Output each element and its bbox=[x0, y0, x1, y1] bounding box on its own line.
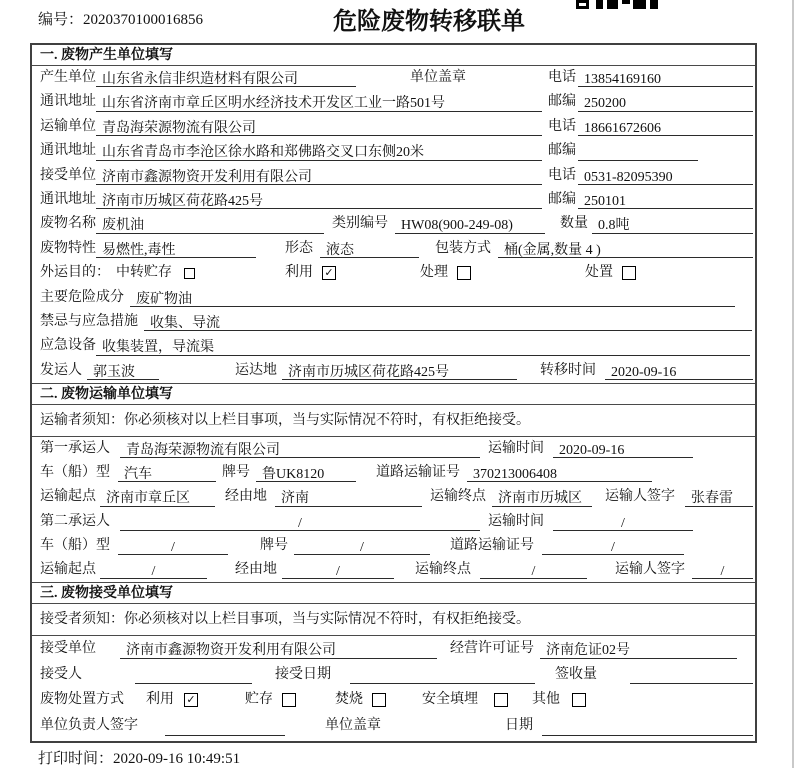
receiver-notice: 接受者须知：你必须核对以上栏目事项，当与实际情况不符时，有权拒绝接受。 bbox=[40, 612, 530, 628]
packing-value: 桶(金属,数量 4 ) bbox=[498, 239, 753, 258]
checkbox-disposal-utilize: ✓ bbox=[184, 693, 198, 707]
transport-zip-value bbox=[578, 141, 698, 160]
terminal1-label: 运输终点 bbox=[430, 489, 486, 505]
quantity-value: 0.8吨 bbox=[592, 214, 753, 233]
terminal2-label: 运输终点 bbox=[415, 562, 471, 578]
purpose-row bbox=[32, 261, 755, 285]
origin2-label: 运输起点 bbox=[40, 562, 96, 578]
producer-address-value: 山东省济南市章丘区明水经济技术开发区工业一路501号 bbox=[96, 92, 542, 111]
shipper-value: 郭玉波 bbox=[87, 361, 159, 380]
section1-header: 一. 废物产生单位填写 bbox=[32, 45, 755, 66]
packing-label: 包装方式 bbox=[435, 240, 491, 256]
waste-name-row bbox=[32, 212, 755, 236]
checkbox-transfer-storage bbox=[184, 268, 195, 279]
transport-zip-label: 邮编 bbox=[548, 143, 576, 159]
section2-header: 二. 废物运输单位填写 bbox=[32, 383, 755, 405]
purpose-option-transfer-storage-label: 中转贮存 bbox=[116, 265, 172, 281]
accept-unit-value: 济南市鑫源物资开发利用有限公司 bbox=[120, 638, 437, 659]
print-time bbox=[38, 747, 240, 768]
carrier2-row bbox=[32, 510, 755, 534]
terminal1-value: 济南市历城区 bbox=[492, 487, 592, 506]
qr-code-fragment-icon bbox=[576, 0, 658, 10]
disposal-option-landfill-label: 安全填埋 bbox=[422, 692, 478, 708]
section1-body bbox=[32, 66, 755, 383]
plate1-value: 鲁UK8120 bbox=[256, 463, 356, 482]
transport-time2-value: / bbox=[553, 512, 693, 531]
measures-label: 禁忌与应急措施 bbox=[40, 313, 138, 329]
plate1-label: 牌号 bbox=[222, 465, 250, 481]
category-code-label: 类别编号 bbox=[332, 216, 388, 232]
sign2-label: 运输人签字 bbox=[615, 562, 685, 578]
receive-phone-label: 电话 bbox=[548, 167, 576, 183]
receive-address-row bbox=[32, 188, 755, 212]
waste-name-label: 废物名称 bbox=[40, 216, 96, 232]
transport-address-label: 通讯地址 bbox=[40, 143, 96, 159]
disposal-option-storage-label: 贮存 bbox=[245, 692, 273, 708]
waste-name-value: 废机油 bbox=[96, 214, 324, 233]
measures-row bbox=[32, 310, 755, 334]
page-title: 危险废物转移联单 bbox=[333, 9, 525, 35]
hazard-value: 废矿物油 bbox=[130, 288, 735, 307]
shipper-label: 发运人 bbox=[40, 362, 82, 378]
transport-unit-label: 运输单位 bbox=[40, 118, 96, 134]
producer-zip-value: 250200 bbox=[578, 92, 753, 111]
plate2-value: / bbox=[294, 536, 430, 555]
sign1-value: 张春雷 bbox=[685, 487, 753, 506]
receive-unit-label: 接受单位 bbox=[40, 167, 96, 183]
producer-zip-label: 邮编 bbox=[548, 94, 576, 110]
transport-phone-value: 18661672606 bbox=[578, 117, 753, 136]
shipper-row bbox=[32, 359, 755, 383]
accept-date-label: 接受日期 bbox=[275, 666, 331, 682]
transport-unit-row bbox=[32, 115, 755, 139]
equipment-row bbox=[32, 334, 755, 358]
accept-date-value bbox=[350, 664, 535, 685]
manifest-form bbox=[30, 43, 757, 743]
transporter-notice-row bbox=[32, 405, 755, 437]
destination-value: 济南市历城区荷花路425号 bbox=[282, 361, 517, 380]
transfer-time-value: 2020-09-16 bbox=[605, 361, 753, 380]
disposal-row bbox=[32, 687, 755, 713]
acceptor-row bbox=[32, 662, 755, 688]
transport-address-row bbox=[32, 139, 755, 163]
date-value bbox=[542, 715, 753, 736]
origin1-value: 济南市章丘区 bbox=[100, 487, 215, 506]
equipment-label: 应急设备 bbox=[40, 338, 96, 354]
producer-unit-label: 产生单位 bbox=[40, 70, 96, 85]
receive-unit-row bbox=[32, 164, 755, 188]
checkbox-disposal-incinerate bbox=[372, 693, 386, 707]
head-sign-value bbox=[165, 715, 285, 736]
disposal-option-incinerate-label: 焚烧 bbox=[335, 692, 363, 708]
producer-address-label: 通讯地址 bbox=[40, 94, 96, 110]
carrier2-value: / bbox=[120, 512, 480, 531]
transport-address-value: 山东省青岛市李沧区徐水路和郑佛路交叉口东侧20米 bbox=[96, 141, 542, 160]
category-code-value: HW08(900-249-08) bbox=[395, 214, 545, 233]
vehicle1-value: 汽车 bbox=[118, 463, 216, 482]
section3-header: 三. 废物接受单位填写 bbox=[32, 582, 755, 604]
via2-value: / bbox=[282, 560, 394, 579]
vehicle1-row bbox=[32, 461, 755, 485]
origin2-value: / bbox=[100, 560, 207, 579]
transport-time2-label: 运输时间 bbox=[488, 513, 544, 529]
accept-unit-label: 接受单位 bbox=[40, 641, 96, 657]
serial-number bbox=[38, 8, 203, 29]
accept-unit-row bbox=[32, 636, 755, 662]
date-label: 日期 bbox=[505, 717, 533, 733]
sign2-value: / bbox=[692, 560, 753, 579]
via1-value: 济南 bbox=[275, 487, 422, 506]
vehicle2-label: 车（船）型 bbox=[40, 537, 110, 553]
head-sign-row bbox=[32, 713, 755, 739]
waste-trait-label: 废物特性 bbox=[40, 240, 96, 256]
purpose-option-utilize-label: 利用 bbox=[285, 265, 313, 281]
license-label: 经营许可证号 bbox=[450, 641, 534, 657]
checkbox-disposal-storage bbox=[282, 693, 296, 707]
form-label: 形态 bbox=[285, 240, 313, 256]
disposal-option-utilize-label: 利用 bbox=[146, 692, 174, 708]
producer-address-row bbox=[32, 90, 755, 114]
permit2-value: / bbox=[542, 536, 684, 555]
serial-label: 编号： bbox=[38, 12, 84, 28]
permit2-label: 道路运输证号 bbox=[450, 537, 534, 553]
acceptor-value bbox=[135, 664, 252, 685]
vehicle1-label: 车（船）型 bbox=[40, 465, 110, 481]
producer-phone-value: 13854169160 bbox=[578, 68, 753, 87]
carrier1-label: 第一承运人 bbox=[40, 441, 110, 457]
transport-time1-label: 运输时间 bbox=[488, 441, 544, 457]
plate2-label: 牌号 bbox=[260, 537, 288, 553]
transport-phone-label: 电话 bbox=[548, 118, 576, 134]
route1-row bbox=[32, 485, 755, 509]
purpose-label: 外运目的： bbox=[40, 265, 110, 281]
unit-seal-label: 单位盖章 bbox=[410, 70, 466, 85]
hazard-label: 主要危险成分 bbox=[40, 289, 124, 305]
vehicle2-row bbox=[32, 534, 755, 558]
acceptor-label: 接受人 bbox=[40, 666, 82, 682]
head-sign-label: 单位负责人签字 bbox=[40, 717, 138, 733]
serial-value: 2020370100016856 bbox=[83, 12, 204, 28]
checkbox-treat bbox=[457, 266, 471, 280]
checkbox-utilize: ✓ bbox=[322, 266, 336, 280]
producer-unit-value: 山东省永信非织造材料有限公司 bbox=[96, 68, 356, 87]
route2-row bbox=[32, 558, 755, 582]
receive-address-value: 济南市历城区荷花路425号 bbox=[96, 190, 542, 209]
producer-phone-label: 电话 bbox=[548, 70, 576, 85]
transport-unit-value: 青岛海荣源物流有限公司 bbox=[96, 117, 542, 136]
carrier2-label: 第二承运人 bbox=[40, 513, 110, 529]
checkbox-disposal-other bbox=[572, 693, 586, 707]
quantity-label: 数量 bbox=[560, 216, 588, 232]
receive-zip-value: 250101 bbox=[578, 190, 753, 209]
terminal2-value: / bbox=[480, 560, 587, 579]
checkbox-dispose bbox=[622, 266, 636, 280]
carrier1-row bbox=[32, 437, 755, 461]
hazard-row bbox=[32, 286, 755, 310]
receiver-notice-row bbox=[32, 604, 755, 636]
unit-seal3-label: 单位盖章 bbox=[325, 717, 381, 733]
receive-phone-value: 0531-82095390 bbox=[578, 166, 753, 185]
section3-body bbox=[32, 604, 755, 738]
permit1-label: 道路运输证号 bbox=[376, 465, 460, 481]
receive-address-label: 通讯地址 bbox=[40, 191, 96, 207]
carrier1-value: 青岛海荣源物流有限公司 bbox=[120, 439, 480, 458]
permit1-value: 370213006408 bbox=[467, 463, 652, 482]
waste-trait-value: 易燃性,毒性 bbox=[96, 239, 256, 258]
equipment-value: 收集装置，导流渠 bbox=[96, 336, 750, 355]
receive-zip-label: 邮编 bbox=[548, 191, 576, 207]
via2-label: 经由地 bbox=[235, 562, 277, 578]
producer-unit-row bbox=[32, 66, 755, 90]
transport-time1-value: 2020-09-16 bbox=[553, 439, 693, 458]
origin1-label: 运输起点 bbox=[40, 489, 96, 505]
form-value: 液态 bbox=[320, 239, 419, 258]
received-qty-value bbox=[630, 664, 753, 685]
disposal-option-other-label: 其他 bbox=[532, 692, 560, 708]
sign1-label: 运输人签字 bbox=[605, 489, 675, 505]
checkbox-disposal-landfill bbox=[494, 693, 508, 707]
page-right-edge bbox=[792, 0, 794, 768]
vehicle2-value: / bbox=[118, 536, 228, 555]
section2-body bbox=[32, 405, 755, 582]
waste-trait-row bbox=[32, 237, 755, 261]
purpose-option-treat-label: 处理 bbox=[420, 265, 448, 281]
purpose-option-dispose-label: 处置 bbox=[585, 265, 613, 281]
print-time-label: 打印时间： bbox=[38, 751, 114, 767]
received-qty-label: 签收量 bbox=[555, 666, 597, 682]
print-time-value: 2020-09-16 10:49:51 bbox=[113, 751, 241, 767]
measures-value: 收集、导流 bbox=[144, 312, 752, 331]
transfer-time-label: 转移时间 bbox=[540, 362, 596, 378]
via1-label: 经由地 bbox=[225, 489, 267, 505]
receive-unit-value: 济南市鑫源物资开发利用有限公司 bbox=[96, 166, 542, 185]
disposal-label: 废物处置方式 bbox=[40, 692, 124, 708]
destination-label: 运达地 bbox=[235, 362, 277, 378]
license-value: 济南危证02号 bbox=[540, 638, 737, 659]
transporter-notice: 运输者须知：你必须核对以上栏目事项，当与实际情况不符时，有权拒绝接受。 bbox=[40, 413, 530, 429]
